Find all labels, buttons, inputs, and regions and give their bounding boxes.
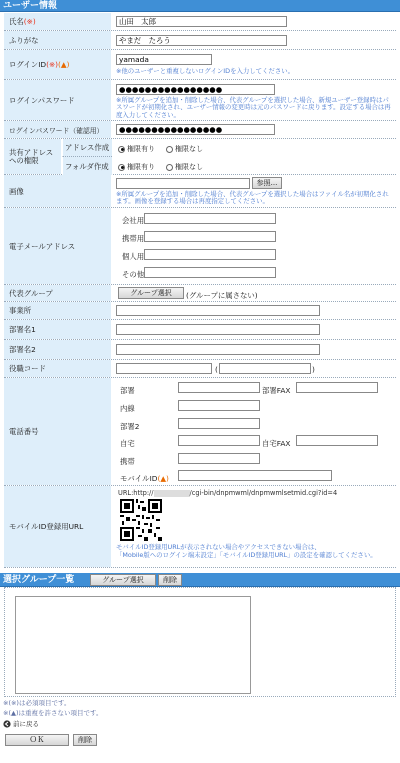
position-name-input[interactable] [219, 363, 311, 374]
mobile-url-note-2: 「Mobile版へのログイン端末設定」「モバイルID登録用URL」の設定を確認してください。 [116, 551, 377, 559]
email-other-input[interactable] [144, 267, 276, 278]
group-list-delete-button[interactable]: 削除 [158, 574, 182, 586]
phone-home-input[interactable] [178, 435, 260, 446]
address-create-label: アドレス作成 [62, 139, 112, 157]
phone-extension-input[interactable] [178, 400, 260, 411]
row-rep-group [4, 285, 396, 302]
shared-address-label: 共有アドレスへの権限 [4, 139, 62, 174]
login-id-label: ログインID (※) (▲) [4, 50, 112, 79]
unique-marker: (▲) [58, 60, 70, 69]
phone-mobile-id-input[interactable] [178, 470, 332, 481]
row-position [4, 360, 396, 378]
qr-code-image [120, 499, 162, 541]
row-dept1 [4, 320, 396, 340]
row-login-id [4, 50, 396, 80]
row-name [4, 13, 396, 31]
dept2-label: 部署名2 [4, 340, 112, 359]
phone-mobile-id-label: モバイルID(▲) [120, 474, 169, 483]
password-note: ※所属グループを追加・削除した場合、代表グループを選択した場合、新規ユーザー登録時はパスワードが初期化され、ユーザー情報の変更時は元のパスワードに戻ります。設定する場合は再度入力してください。 [116, 96, 391, 119]
password-confirm-label: ログインパスワード（確認用） [4, 121, 112, 138]
back-link[interactable]: 前に戻る [3, 719, 39, 728]
selected-groups-listbox[interactable] [15, 596, 251, 694]
phone-dept-fax-input[interactable] [296, 382, 378, 393]
dept1-input[interactable] [116, 324, 320, 335]
dept1-label: 部署名1 [4, 320, 112, 339]
footer-note-required: ※(※)は必須項目です。 [3, 699, 71, 707]
radio-dot[interactable] [118, 146, 125, 153]
name-label: 氏名 (※) [4, 13, 112, 30]
email-mobile-label: 携帯用 [122, 234, 145, 243]
address-create-no-radio[interactable]: 権限なし [166, 144, 203, 154]
folder-create-label: フォルダ作成 [62, 157, 112, 175]
position-paren-close: ) [312, 365, 315, 374]
office-input[interactable] [116, 305, 320, 316]
delete-button[interactable]: 削除 [73, 734, 97, 746]
password-confirm-input[interactable] [116, 124, 275, 135]
furigana-input[interactable] [116, 35, 287, 46]
image-label: 画像 [4, 175, 112, 207]
row-furigana [4, 31, 396, 50]
required-marker: (※) [46, 60, 59, 69]
phone-extension-label: 内線 [120, 404, 135, 413]
email-company-label: 会社用 [122, 216, 145, 225]
image-file-input[interactable] [116, 178, 250, 189]
phone-label: 電話番号 [4, 378, 112, 485]
office-label: 事業所 [4, 302, 112, 319]
email-label: 電子メールアドレス [4, 208, 112, 284]
row-phone [4, 378, 396, 486]
group-list-panel [4, 587, 396, 697]
group-select-button[interactable]: グループ選択 [118, 287, 184, 299]
back-arrow-icon [3, 720, 11, 728]
rep-group-label: 代表グループ [4, 285, 112, 301]
ok-button[interactable]: ＯＫ [5, 734, 69, 746]
image-note: ※所属グループを追加・削除した場合、代表グループを選択した場合はファイル名が初期化されます。画像を登録する場合は再度指定してください。 [116, 190, 389, 206]
password-label: ログインパスワード [4, 80, 112, 120]
required-marker: (※) [23, 17, 36, 26]
mobile-url-text: URL:http:// /cgi-bin/dnpmwml/dnpmwmlsetmid.cgi?id=4 [118, 489, 338, 497]
phone-dept-label: 部署 [120, 386, 135, 395]
section-header-user-info: ユーザー情報 [0, 0, 400, 12]
email-personal-label: 個人用 [122, 252, 145, 261]
section-header-group-list [0, 573, 400, 587]
radio-dot[interactable] [166, 146, 173, 153]
email-personal-input[interactable] [144, 249, 276, 260]
email-mobile-input[interactable] [144, 231, 276, 242]
footer-note-unique: ※(▲)は重複を許さない項目です。 [3, 709, 103, 717]
row-email [4, 208, 396, 285]
login-id-note: ※他のユーザーと重複しないログインIDを入力してください。 [116, 67, 294, 75]
folder-create-no-radio[interactable]: 権限なし [166, 162, 203, 172]
password-input[interactable] [116, 84, 275, 95]
browse-button[interactable]: 参照... [252, 177, 282, 189]
phone-home-label: 自宅 [120, 439, 135, 448]
row-mobile-url [4, 486, 396, 568]
mobile-url-note-1: モバイルID登録用URLが表示されない場合やアクセスできない場合は、 [116, 543, 321, 551]
group-list-title: 選択グループ一覧 [3, 575, 75, 585]
phone-home-fax-input[interactable] [296, 435, 378, 446]
redacted-host [154, 490, 190, 497]
phone-dept2-input[interactable] [178, 418, 260, 429]
row-password-confirm [4, 121, 396, 139]
phone-dept2-label: 部署2 [120, 422, 140, 431]
action-bar [3, 733, 397, 747]
phone-dept-fax-label: 部署FAX [262, 386, 291, 395]
unique-marker: (▲) [157, 474, 169, 483]
dept2-input[interactable] [116, 344, 320, 355]
position-paren-open: ( [215, 365, 218, 374]
name-input[interactable] [116, 16, 287, 27]
phone-home-fax-label: 自宅FAX [262, 439, 291, 448]
address-create-yes-radio[interactable]: 権限有り [118, 144, 155, 154]
row-office [4, 302, 396, 320]
phone-mobile-input[interactable] [178, 453, 260, 464]
login-id-input[interactable] [116, 54, 212, 65]
radio-dot[interactable] [166, 164, 173, 171]
position-code-input[interactable] [116, 363, 212, 374]
group-list-select-button[interactable]: グループ選択 [90, 574, 156, 586]
folder-create-yes-radio[interactable]: 権限有り [118, 162, 155, 172]
radio-dot[interactable] [118, 164, 125, 171]
row-password [4, 80, 396, 121]
row-image [4, 175, 396, 208]
row-dept2 [4, 340, 396, 360]
rep-group-value: (グループに属さない) [186, 291, 258, 300]
position-label: 役職コード [4, 360, 112, 377]
phone-mobile-label: 携帯 [120, 457, 135, 466]
furigana-label: ふりがな [4, 31, 112, 49]
mobile-url-label: モバイルID登録用URL [4, 486, 112, 567]
phone-dept-input[interactable] [178, 382, 260, 393]
email-other-label: その他 [122, 270, 145, 279]
row-shared-address [4, 139, 396, 175]
email-company-input[interactable] [144, 213, 276, 224]
